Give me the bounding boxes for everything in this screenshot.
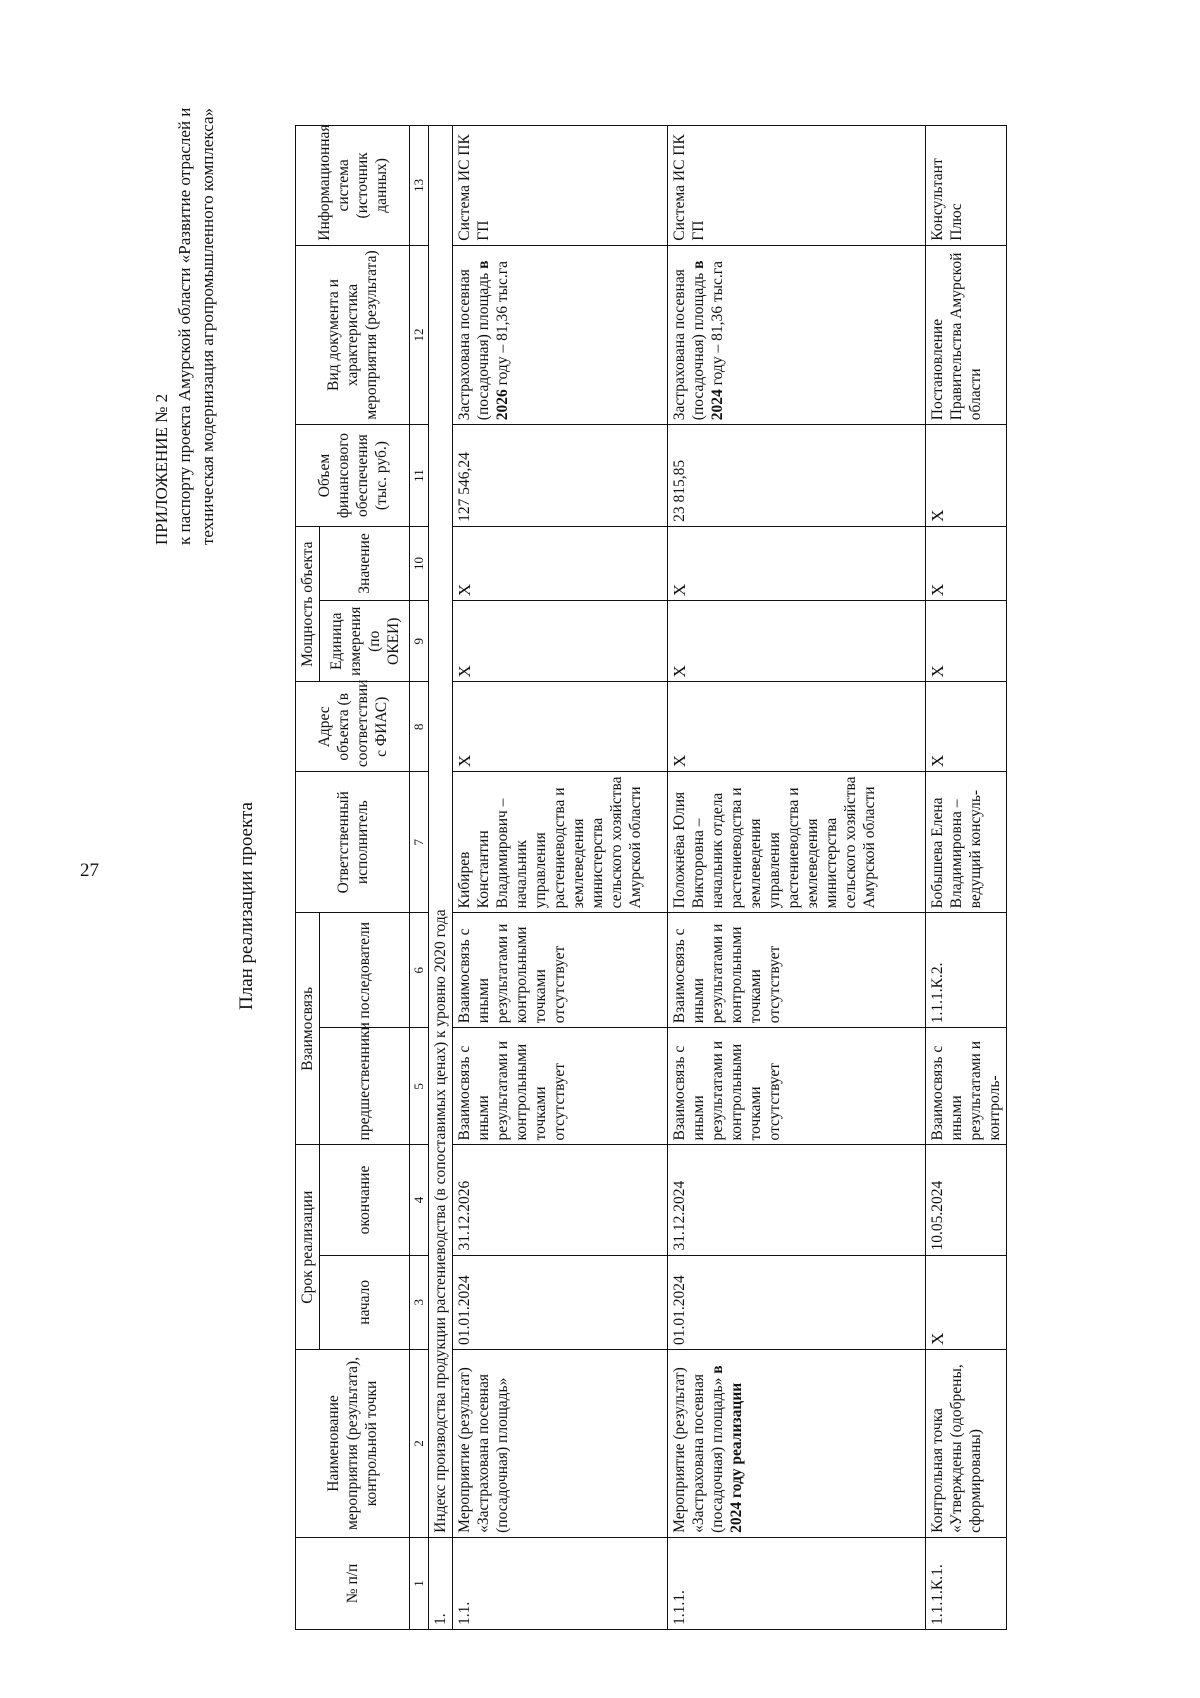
row-succ: Взаимосвязь с иными результатами и контрольными точками отсутствует	[668, 913, 926, 1028]
row-name: Мероприятие (результат) «Застрахована посевная (посадочная) площадь»	[453, 1350, 668, 1538]
header-responsible: Ответственный исполнитель	[296, 772, 410, 913]
row-unit: X	[668, 601, 926, 682]
row-end: 31.12.2026	[453, 1145, 668, 1255]
appendix-header	[150, 105, 219, 545]
row-start: X	[926, 1255, 1007, 1350]
row-succ: 1.1.1.К.2.	[926, 913, 1007, 1028]
header-doc: Вид документа и характеристика мероприятия (результата)	[296, 245, 410, 424]
row-num: 1.1.1.	[668, 1537, 926, 1629]
column-number: 13	[410, 126, 429, 246]
row-succ: Взаимосвязь с иными результатами и контрольными точками отсутствует	[453, 913, 668, 1028]
row-num: 1.1.1.К.1.	[926, 1537, 1007, 1629]
column-number: 12	[410, 245, 429, 424]
column-number: 3	[410, 1255, 429, 1350]
appendix-subtitle: к паспорту проекта Амурской области «Развитие отраслей и техническая модернизация агропромышленного комплекса»	[175, 107, 217, 545]
row-name: Контрольная точка «Утверждены (одобрены, сформированы)	[926, 1350, 1007, 1538]
header-term-end: окончание	[320, 1145, 410, 1255]
header-num: № п/п	[296, 1537, 410, 1629]
plan-table-container	[295, 125, 1007, 1630]
row-value: X	[926, 526, 1007, 600]
row-responsible: Кибирев Константин Владимирович – начальник управления растениеводства и землеведения министерства сельского хозяйства Амурской области	[453, 772, 668, 913]
appendix-title: ПРИЛОЖЕНИЕ № 2	[152, 393, 171, 545]
header-cap-unit: Единица измерения (по ОКЕИ)	[320, 601, 410, 682]
header-info: Информационная система (источник данных)	[296, 126, 410, 246]
section-num: 1.	[429, 1537, 453, 1629]
plan-title: План реализации проекта	[236, 802, 257, 1010]
column-number: 2	[410, 1350, 429, 1538]
column-number: 8	[410, 682, 429, 772]
row-address: X	[668, 682, 926, 772]
row-finance: X	[926, 425, 1007, 527]
row-info: Консультант Плюс	[926, 126, 1007, 246]
table-row	[668, 126, 926, 1630]
row-finance: 23 815,85	[668, 425, 926, 527]
column-number: 11	[410, 425, 429, 527]
table-row	[926, 126, 1007, 1630]
row-responsible: Бобышева Елена Владимировна – ведущий консуль-	[926, 772, 1007, 913]
column-number: 10	[410, 526, 429, 600]
row-num: 1.1.	[453, 1537, 668, 1629]
header-cap-value: Значение	[320, 526, 410, 600]
row-responsible: Положнёва Юлия Викторовна – начальник отдела растениеводства и землеведения управления растениеводства и землеведения министерства сельского хозяйства Амурской области	[668, 772, 926, 913]
row-pred: Взаимосвязь с иными результатами и контрольными точками отсутствует	[453, 1028, 668, 1145]
row-pred: Взаимосвязь с иными результатами и контроль-	[926, 1028, 1007, 1145]
plan-table	[295, 125, 1007, 1630]
column-number: 5	[410, 1028, 429, 1145]
row-doc: Застрахована посевная (посадочная) площадь в 2026 году – 81,36 тыс.га	[453, 245, 668, 424]
row-doc: Постановление Правительства Амурской области	[926, 245, 1007, 424]
header-link-pred: предшественники	[320, 1028, 410, 1145]
row-end: 31.12.2024	[668, 1145, 926, 1255]
row-start: 01.01.2024	[453, 1255, 668, 1350]
column-number: 7	[410, 772, 429, 913]
row-info: Система ИС ПК ГП	[453, 126, 668, 246]
row-address: X	[926, 682, 1007, 772]
row-pred: Взаимосвязь с иными результатами и контрольными точками отсутствует	[668, 1028, 926, 1145]
row-start: 01.01.2024	[668, 1255, 926, 1350]
row-value: X	[668, 526, 926, 600]
row-value: X	[453, 526, 668, 600]
column-number: 1	[410, 1537, 429, 1629]
column-number: 9	[410, 601, 429, 682]
header-term-start: начало	[320, 1255, 410, 1350]
header-link: Взаимосвязь	[296, 913, 320, 1145]
row-address: X	[453, 682, 668, 772]
row-name: Мероприятие (результат) «Застрахована посевная (посадочная) площадь» в 2024 году реализации	[668, 1350, 926, 1538]
row-doc: Застрахована посевная (посадочная) площадь в 2024 году – 81,36 тыс.га	[668, 245, 926, 424]
page-number: 27	[80, 860, 99, 881]
header-name: Наименование мероприятия (результата), контрольной точки	[296, 1350, 410, 1538]
row-info: Система ИС ПК ГП	[668, 126, 926, 246]
column-number: 4	[410, 1145, 429, 1255]
column-numbers-row	[410, 126, 429, 1630]
section-title: Индекс производства продукции растениеводства (в сопоставимых ценах) к уровню 2020 года	[429, 126, 453, 1538]
header-address: Адрес объекта (в соответствии с ФИАС)	[296, 682, 410, 772]
header-finance: Объем финансового обеспечения (тыс. руб.)	[296, 425, 410, 527]
row-unit: X	[453, 601, 668, 682]
row-end: 10.05.2024	[926, 1145, 1007, 1255]
row-unit: X	[926, 601, 1007, 682]
header-link-succ: последователи	[320, 913, 410, 1028]
column-number: 6	[410, 913, 429, 1028]
table-row	[453, 126, 668, 1630]
header-capacity: Мощность объекта	[296, 526, 320, 682]
row-finance: 127 546,24	[453, 425, 668, 527]
header-term: Срок реализации	[296, 1145, 320, 1350]
section-row	[429, 126, 453, 1630]
